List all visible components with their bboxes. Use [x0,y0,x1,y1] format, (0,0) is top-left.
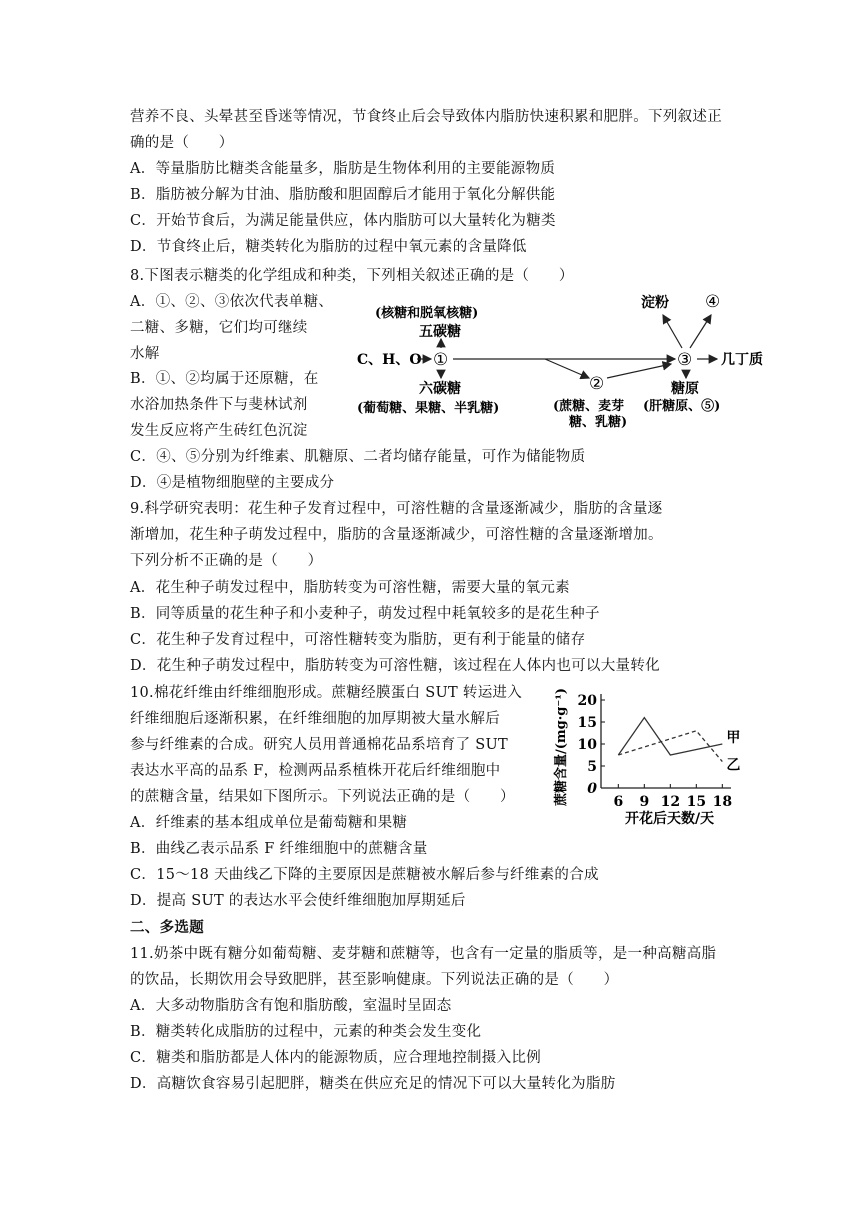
chart-plot-area [578,693,741,810]
arrow-1-to-2 [545,359,589,378]
q8-option-b-line-3: 发生反应将产生砖红色沉淀 [130,423,308,439]
q11-option-d: D．高糖饮食容易引起肥胖，糖类在供应充足的情况下可以大量转化为脂肪 [130,1076,616,1092]
q8-option-b-line-2: 水浴加热条件下与斐林试剂 [130,397,308,413]
q10-line-1: 10.棉花纤维由纤维细胞形成。蔗糖经膜蛋白 SUT 转运进入 [130,685,523,701]
diagram-pentose-note: (核糖和脱氧核糖) [375,306,479,321]
diagram-glycogen-note: (肝糖原、⑤) [643,399,721,414]
diagram-starch: 淀粉 [641,295,669,311]
sugar-classification-diagram [345,286,785,446]
q11-line-2: 的饮品，长期饮用会导致肥胖，甚至影响健康。下列说法正确的是（ ） [130,972,619,988]
q10-line-2: 纤维细胞后逐渐积累，在纤维细胞的加厚期被大量水解后 [130,711,500,727]
diagram-pentose: 五碳糖 [419,324,461,340]
diagram-disaccharide-note-2: 糖、乳糖) [569,415,628,430]
q8-option-a-line-1: A．①、②、③依次代表单糖、 [130,294,334,310]
arrow-2-to-3 [607,364,671,378]
chart-y-tick-label: 10 [577,737,597,753]
diagram-node-2: ② [589,374,605,394]
diagram-chitin: 几丁质 [721,352,763,368]
arrow-3-to-4 [690,315,711,348]
diagram-hexose: 六碳糖 [419,381,461,397]
q11-option-c: C．糖类和脂肪都是人体内的能源物质，应合理地控制摄入比例 [130,1050,541,1066]
diagram-node-3: ③ [677,350,693,370]
chart-series-label: 甲 [726,730,741,746]
chart-x-tick-label: 15 [686,794,707,810]
sucrose-content-chart [545,682,745,828]
q9-line-3: 下列分析不正确的是（ ） [130,553,323,569]
chart-x-tick-label: 9 [639,794,650,810]
diagram-node-1: ① [433,350,449,370]
q9-line-2: 渐增加，花生种子萌发过程中，脂肪的含量逐渐减少，可溶性糖的含量逐渐增加。 [130,527,663,543]
diagram-glycogen: 糖原 [671,381,699,397]
diagram-hexose-note: (葡萄糖、果糖、半乳糖) [357,401,500,416]
chart-y-tick-label: 20 [577,693,597,709]
chart-x-tick-label: 6 [613,794,624,810]
q10-line-5: 的蔗糖含量，结果如下图所示。下列说法正确的是（ ） [130,789,515,805]
q8-option-d: D．④是植物细胞壁的主要成分 [130,475,335,491]
q9-line-1: 9.科学研究表明：花生种子发育过程中，可溶性糖的含量逐渐减少，脂肪的含量逐 [130,501,663,517]
chart-ylabel: 蔗糖含量/(mg·g⁻¹) [554,687,569,806]
q7-option-c: C．开始节食后，为满足能量供应，体内脂肪可以大量转化为糖类 [130,213,556,229]
section-multiple-choice-heading: 二、多选题 [130,919,204,936]
q8-option-a-line-3: 水解 [130,346,160,362]
q7-option-a: A．等量脂肪比糖类含能量多，脂肪是生物体利用的主要能源物质 [130,161,556,177]
chart-series-line-jia [618,718,722,755]
arrow-3-to-starch [663,315,682,348]
q10-option-b: B．曲线乙表示品系 F 纤维细胞中的蔗糖含量 [130,841,428,857]
q8-option-b-line-1: B．①、②均属于还原糖，在 [130,371,319,387]
chart-xlabel: 开花后天数/天 [625,811,715,827]
diagram-elements: C、H、O [357,352,422,368]
chart-x-tick-label: 18 [712,794,733,810]
q9-option-b: B．同等质量的花生种子和小麦种子，萌发过程中耗氧较多的是花生种子 [130,606,600,622]
q7-line-2: 确的是（ ） [130,135,234,151]
q8-stem: 8.下图表示糖类的化学组成和种类，下列相关叙述正确的是（ ） [130,268,574,284]
q7-option-b: B．脂肪被分解为甘油、脂肪酸和胆固醇后才能用于氧化分解供能 [130,187,556,203]
q10-option-d: D．提高 SUT 的表达水平会使纤维细胞加厚期延后 [130,893,466,909]
q10-line-4: 表达水平高的品系 F，检测两品系植株开花后纤维细胞中 [130,763,501,779]
chart-y-tick-label: 15 [577,715,597,731]
q7-option-d: D．节食终止后，糖类转化为脂肪的过程中氧元素的含量降低 [130,239,527,255]
chart-origin-label: 0 [587,781,597,797]
q11-option-a: A．大多动物脂肪含有饱和脂肪酸，室温时呈固态 [130,998,452,1014]
q7-line-1: 营养不良、头晕甚至昏迷等情况，节食终止后会导致体内脂肪快速积累和肥胖。下列叙述正 [130,109,722,125]
chart-series-label: 乙 [726,757,741,774]
q10-line-3: 参与纤维素的合成。研究人员用普通棉花品系培育了 SUT [130,737,509,753]
chart-y-tick-label: 5 [587,759,597,775]
q9-option-c: C．花生种子发育过程中，可溶性糖转变为脂肪，更有利于能量的储存 [130,632,586,648]
chart-x-tick-label: 12 [660,794,681,810]
q8-option-c: C．④、⑤分别为纤维素、肌糖原、二者均储存能量，可作为储能物质 [130,449,586,465]
q8-option-a-line-2: 二糖、多糖，它们均可继续 [130,320,308,336]
q11-option-b: B．糖类转化成脂肪的过程中，元素的种类会发生变化 [130,1024,482,1040]
chart-series-line-yi [618,731,722,762]
diagram-node-4: ④ [705,292,721,312]
q9-option-a: A．花生种子萌发过程中，脂肪转变为可溶性糖，需要大量的氧元素 [130,580,570,596]
diagram-disaccharide-note-1: (蔗糖、麦芽 [553,399,625,414]
q10-option-c: C．15～18 天曲线乙下降的主要原因是蔗糖被水解后参与纤维素的合成 [130,867,599,883]
q10-option-a: A．纤维素的基本组成单位是葡萄糖和果糖 [130,815,408,831]
q11-line-1: 11.奶茶中既有糖分如葡萄糖、麦芽糖和蔗糖等，也含有一定量的脂质等，是一种高糖高脂 [130,946,717,962]
q9-option-d: D．花生种子萌发过程中，脂肪转变为可溶性糖，该过程在人体内也可以大量转化 [130,658,660,674]
